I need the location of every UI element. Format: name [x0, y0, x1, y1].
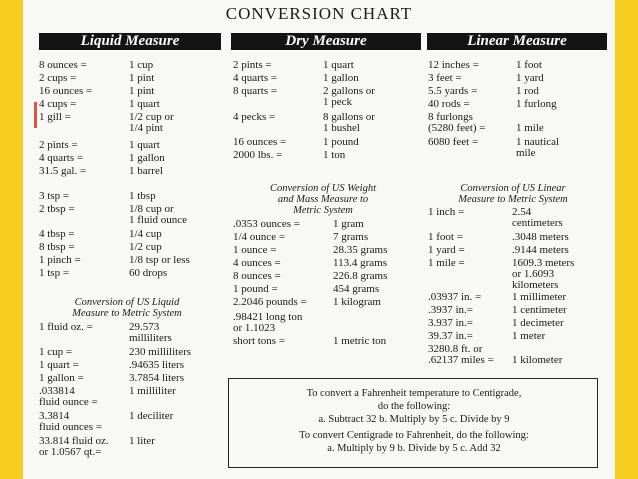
measure-from-text: 3 feet = [428, 72, 462, 84]
measure-from-text: 3280.8 ft. or [428, 343, 483, 355]
measure-from [428, 60, 479, 71]
measure-to-text: 1/8 tsp or less [129, 254, 190, 266]
measure-from [233, 60, 272, 71]
measure-to [129, 360, 184, 371]
temperature-line: a. Multiply by 9 b. Divide by 5 c. Add 32 [327, 443, 501, 454]
measure-to-text: centimeters [512, 217, 563, 229]
measure-from [428, 73, 462, 84]
measure-from [39, 268, 69, 279]
measure-to-text: 1 nautical [516, 136, 560, 148]
measure-from [233, 284, 278, 295]
measure-from-text: 1 gill = [39, 111, 71, 123]
measure-from-text: 2 pints = [233, 59, 272, 71]
measure-to-text: 1 kilogram [333, 296, 381, 308]
measure-to-text: 1 bushel [323, 122, 360, 134]
measure-from-text: 8 ounces = [233, 270, 281, 282]
measure-from [39, 242, 75, 253]
measure-from [233, 336, 285, 347]
measure-to [516, 112, 544, 134]
measure-to [333, 232, 368, 243]
measure-from [233, 112, 275, 123]
measure-to-text: 1/4 cup [129, 228, 162, 240]
measure-from [233, 258, 281, 269]
measure-to [512, 258, 574, 291]
measure-from [39, 60, 87, 71]
measure-to [129, 73, 154, 84]
measure-from-text: 2 pints = [39, 139, 78, 151]
measure-from [39, 360, 79, 371]
subtitle-line: Conversion of US Linear [460, 183, 566, 194]
measure-to [129, 242, 162, 253]
measure-from [39, 166, 86, 177]
measure-to [129, 191, 156, 202]
measure-to [323, 86, 375, 108]
measure-to-text: milliliters [129, 332, 172, 344]
measure-from [39, 140, 78, 151]
measure-from-text: 8 ounces = [39, 59, 87, 71]
measure-from-text: 8 quarts = [233, 85, 278, 97]
measure-from-text: 39.37 in.= [428, 330, 474, 342]
measure-to [129, 166, 163, 177]
measure-to [323, 60, 354, 71]
measure-to-text: 1 pint [129, 85, 155, 97]
measure-from [428, 318, 473, 329]
measure-from-text: 1 mile = [428, 257, 465, 269]
subtitle-line: Measure to Metric System [72, 308, 182, 319]
measure-to [333, 271, 387, 282]
measure-from-text: 3 tsp = [39, 190, 70, 202]
liquid-metric-subtitle [37, 297, 217, 319]
measure-from [233, 73, 277, 84]
measure-to [129, 373, 184, 384]
measure-from [39, 322, 93, 333]
measure-from-text: 16 ounces = [233, 136, 287, 148]
measure-from-text: 3.937 in.= [428, 317, 474, 329]
measure-to-text: 60 drops [129, 267, 168, 279]
measure-from-text: 1 yard = [428, 244, 465, 256]
measure-to [333, 245, 387, 256]
measure-from [428, 99, 470, 110]
measure-to [323, 137, 359, 148]
measure-to [512, 207, 563, 229]
measure-from [428, 137, 478, 148]
header-linear-measure: Linear Measure [427, 33, 607, 50]
measure-from-text: 4 quarts = [233, 72, 278, 84]
measure-to-text: 230 milliliters [129, 346, 192, 358]
measure-to-text: 1 meter [512, 330, 546, 342]
red-margin-mark [34, 102, 37, 128]
temperature-line: a. Subtract 32 b. Multiply by 5 c. Divide by 9 [318, 414, 510, 425]
subtitle-line: Metric System [293, 205, 353, 216]
measure-from [428, 344, 494, 366]
measure-from-text: fluid ounce = [39, 396, 98, 408]
measure-to-text: 1 mile [516, 122, 544, 134]
subtitle-line: Conversion of US Weight [269, 183, 377, 194]
temperature-line: To convert a Fahrenheit temperature to Centigrade, [306, 388, 522, 399]
measure-to-text: 1 centimeter [512, 304, 567, 316]
measure-from [39, 204, 75, 215]
chart-paper [23, 0, 615, 479]
measure-from-text: .98421 long ton [233, 311, 303, 323]
measure-to-text: 1 gram [333, 218, 364, 230]
measure-from-text: 16 ounces = [39, 85, 93, 97]
measure-to [333, 284, 379, 295]
measure-to [333, 219, 364, 230]
measure-to [129, 140, 160, 151]
measure-from [428, 232, 463, 243]
measure-from [233, 232, 285, 243]
subtitle-line: and Mass Measure to [277, 194, 369, 205]
measure-to-text: 1 peck [323, 96, 353, 108]
measure-from-text: .0353 ounces = [233, 218, 300, 230]
measure-from [39, 86, 92, 97]
measure-from [428, 292, 481, 303]
measure-to [129, 153, 165, 164]
measure-from-text: 1 gallon = [39, 372, 84, 384]
measure-from-text: .033814 [39, 385, 75, 397]
measure-from-text: 5.5 yards = [428, 85, 478, 97]
measure-from-text: fluid ounces = [39, 421, 103, 433]
measure-to [333, 336, 386, 347]
measure-from-text: 2 tbsp = [39, 203, 75, 215]
measure-to [129, 229, 162, 240]
measure-to-text: 3.7854 liters [129, 372, 184, 384]
temperature-conversion-box [228, 378, 598, 468]
measure-to [129, 386, 176, 397]
subtitle-line: Conversion of US Liquid [74, 297, 180, 308]
measure-to-text: .3048 meters [512, 231, 569, 243]
measure-to-text: 1 rod [516, 85, 539, 97]
measure-from-text: 1 tsp = [39, 267, 70, 279]
measure-to [512, 292, 566, 303]
measure-to-text: 1 metric ton [333, 335, 387, 347]
measure-to [516, 86, 539, 97]
measure-to [129, 99, 160, 110]
measure-to-text: 1 deciliter [129, 410, 174, 422]
measure-to-text: 8 gallons or [323, 111, 375, 123]
measure-to-text: 1 tbsp [129, 190, 156, 202]
measure-to-text: 1 kilometer [512, 354, 563, 366]
measure-from-text: 3.3814 [39, 410, 70, 422]
measure-to [129, 86, 154, 97]
measure-from-text: or 1.0567 qt.= [39, 446, 102, 458]
measure-to-text: 1 pound [323, 136, 359, 148]
measure-to-text: 1 gallon [129, 152, 165, 164]
measure-to-text: 1 liter [129, 435, 155, 447]
measure-to-text: 1/2 cup [129, 241, 162, 253]
measure-from [39, 112, 71, 123]
measure-from-text: 4 tbsp = [39, 228, 75, 240]
header-liquid-measure: Liquid Measure [39, 33, 221, 50]
measure-to-text: 1 foot [516, 59, 542, 71]
measure-to-text: or 1.6093 [512, 268, 555, 280]
measure-from-text: (5280 feet) = [428, 122, 486, 134]
measure-from-text: 8 furlongs [428, 111, 473, 123]
measure-to [512, 232, 569, 243]
measure-from-text: 31.5 gal. = [39, 165, 87, 177]
measure-to [129, 347, 191, 358]
measure-from [233, 245, 276, 256]
measure-to [516, 73, 544, 84]
measure-to-text: 454 grams [333, 283, 380, 295]
measure-to-text: 1 quart [323, 59, 354, 71]
measure-from [233, 312, 302, 334]
measure-from-text: 33.814 fluid oz. [39, 435, 109, 447]
measure-to-text: 2 gallons or [323, 85, 375, 97]
measure-to [512, 318, 564, 329]
measure-to-text: 7 grams [333, 231, 369, 243]
measure-to [129, 112, 174, 134]
measure-to-text: kilometers [512, 279, 559, 291]
measure-to [129, 268, 167, 279]
measure-from-text: 1 foot = [428, 231, 463, 243]
measure-from [428, 207, 464, 218]
measure-from [428, 305, 473, 316]
measure-to-text: 1 gallon [323, 72, 359, 84]
measure-to-text: mile [516, 147, 536, 159]
measure-to [512, 344, 562, 366]
measure-from [39, 191, 69, 202]
measure-to [323, 73, 359, 84]
measure-from [233, 297, 307, 308]
measure-to [333, 258, 387, 269]
measure-from-text: 1 pound = [233, 283, 278, 295]
measure-from [39, 373, 84, 384]
measure-from-text: 1 cup = [39, 346, 73, 358]
measure-from-text: 12 inches = [428, 59, 479, 71]
measure-to-text: 2.54 [512, 206, 532, 218]
measure-to-text: 1 fluid ounce [129, 214, 188, 226]
measure-from-text: .03937 in. = [428, 291, 482, 303]
measure-to [129, 255, 190, 266]
measure-from [39, 411, 102, 433]
measure-to [323, 150, 345, 161]
measure-to-text: 1 yard [516, 72, 544, 84]
measure-to [323, 112, 375, 134]
measure-from-text: 2000 lbs. = [233, 149, 283, 161]
measure-to-text: 1 decimeter [512, 317, 564, 329]
measure-from-text: or 1.1023 [233, 322, 276, 334]
measure-from-text: 40 rods = [428, 98, 470, 110]
measure-from [233, 219, 300, 230]
measure-from-text: .62137 miles = [428, 354, 494, 366]
measure-to-text: 226.8 grams [333, 270, 388, 282]
temperature-line: To convert Centigrade to Fahrenheit, do the following: [299, 430, 529, 441]
measure-from [428, 331, 473, 342]
measure-from-text: 6080 feet = [428, 136, 479, 148]
measure-to-text: 1 cup [129, 59, 154, 71]
measure-from [39, 255, 81, 266]
measure-to-text: 28.35 grams [333, 244, 388, 256]
measure-to [129, 204, 187, 226]
measure-from [428, 86, 477, 97]
measure-from-text: 1 ounce = [233, 244, 277, 256]
measure-to-text: 1/2 cup or [129, 111, 174, 123]
measure-from [39, 229, 75, 240]
measure-from-text: 1 quart = [39, 359, 79, 371]
header-dry-measure: Dry Measure [231, 33, 421, 50]
weight-metric-subtitle [233, 183, 413, 216]
page-title: CONVERSION CHART [225, 4, 413, 23]
measure-to-text: 1 furlong [516, 98, 557, 110]
measure-to-text: 1/8 cup or [129, 203, 174, 215]
measure-from [233, 86, 277, 97]
measure-to-text: .9144 meters [512, 244, 569, 256]
measure-from [39, 99, 76, 110]
measure-from [233, 271, 281, 282]
measure-from [428, 112, 486, 134]
measure-from-text: 4 pecks = [233, 111, 276, 123]
measure-from [428, 245, 465, 256]
measure-to-text: .94635 liters [129, 359, 184, 371]
measure-from-text: .3937 in.= [428, 304, 474, 316]
measure-from-text: 2 cups = [39, 72, 77, 84]
measure-to [129, 60, 153, 71]
measure-to-text: 1 ton [323, 149, 346, 161]
temperature-line: do the following: [377, 401, 451, 412]
measure-from [428, 258, 465, 269]
measure-to-text: 29.573 [129, 321, 160, 333]
measure-from-text: 4 ounces = [233, 257, 281, 269]
subtitle-line: Measure to Metric System [458, 194, 568, 205]
measure-to-text: 1/4 pint [129, 122, 163, 134]
measure-from-text: 8 tbsp = [39, 241, 75, 253]
measure-from-text: 2.2046 pounds = [233, 296, 307, 308]
measure-to [512, 331, 545, 342]
measure-from-text: 1 inch = [428, 206, 465, 218]
measure-from [233, 150, 282, 161]
measure-to-text: 1 milliliter [129, 385, 176, 397]
measure-from [39, 436, 109, 458]
measure-from-text: 1/4 ounce = [233, 231, 286, 243]
measure-to-text: 1 barrel [129, 165, 163, 177]
measure-from [39, 347, 72, 358]
measure-to-text: 1 pint [129, 72, 155, 84]
measure-to [512, 245, 569, 256]
measure-to [516, 60, 542, 71]
measure-to [129, 411, 173, 422]
measure-from [39, 386, 98, 408]
measure-from-text: 4 quarts = [39, 152, 84, 164]
measure-to [516, 137, 559, 159]
measure-to-text: 1 quart [129, 139, 160, 151]
measure-to-text: 1609.3 meters [512, 257, 575, 269]
measure-to [333, 297, 381, 308]
measure-from-text: 1 pinch = [39, 254, 81, 266]
measure-from [233, 137, 286, 148]
measure-from [39, 153, 83, 164]
measure-from-text: short tons = [233, 335, 286, 347]
measure-to-text: 1 millimeter [512, 291, 567, 303]
measure-from-text: 4 cups = [39, 98, 77, 110]
measure-to [129, 322, 172, 344]
measure-to [512, 305, 567, 316]
measure-to [516, 99, 557, 110]
measure-from [39, 73, 76, 84]
linear-metric-subtitle [423, 183, 603, 205]
measure-to [129, 436, 155, 447]
measure-to-text: 113.4 grams [333, 257, 387, 269]
measure-from-text: 1 fluid oz. = [39, 321, 93, 333]
measure-to-text: 1 quart [129, 98, 160, 110]
